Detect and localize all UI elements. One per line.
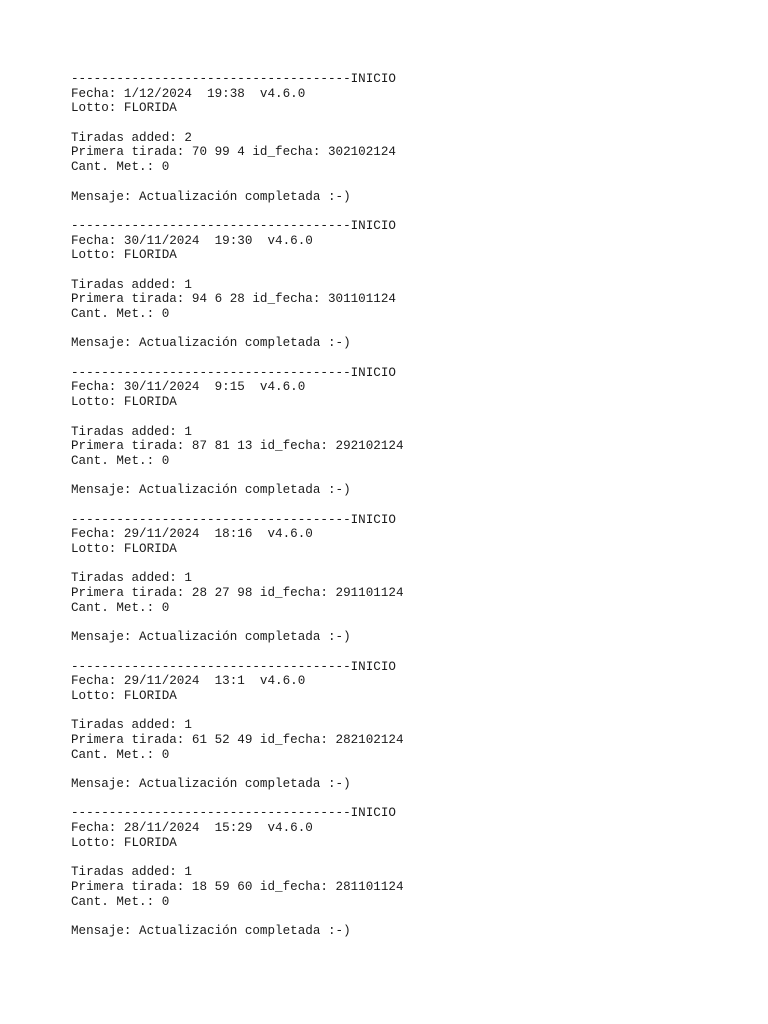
entry-primera-tirada: Primera tirada: 70 99 4 id_fecha: 302102124	[71, 145, 396, 160]
log-entry	[71, 219, 404, 366]
entry-primera-tirada: Primera tirada: 18 59 60 id_fecha: 281101124	[71, 879, 404, 894]
update-log	[71, 72, 404, 939]
blank-line	[71, 645, 404, 660]
entry-mensaje: Mensaje: Actualización completada :-)	[71, 336, 351, 351]
entry-lotto: Lotto: FLORIDA	[71, 395, 177, 410]
log-entry	[71, 72, 404, 219]
blank-line	[71, 263, 404, 278]
entry-lotto: Lotto: FLORIDA	[71, 688, 177, 703]
log-entry	[71, 513, 404, 660]
entry-tiradas: Tiradas added: 1	[71, 277, 192, 292]
blank-line	[71, 469, 404, 484]
blank-line	[71, 762, 404, 777]
entry-cant-met: Cant. Met.: 0	[71, 160, 170, 175]
log-entry	[71, 660, 404, 807]
entry-tiradas: Tiradas added: 1	[71, 571, 192, 586]
entry-fecha: Fecha: 29/11/2024 13:1 v4.6.0	[71, 674, 306, 689]
blank-line	[71, 498, 404, 513]
blank-line	[71, 850, 404, 865]
blank-line	[71, 615, 404, 630]
entry-header: -------------------------------------INICIO	[71, 218, 396, 233]
entry-header: -------------------------------------INICIO	[71, 72, 396, 86]
entry-tiradas: Tiradas added: 1	[71, 718, 192, 733]
entry-cant-met: Cant. Met.: 0	[71, 307, 170, 321]
entry-header: -------------------------------------INICIO	[71, 659, 396, 674]
entry-fecha: Fecha: 28/11/2024 15:29 v4.6.0	[71, 821, 313, 836]
entry-tiradas: Tiradas added: 1	[71, 865, 192, 880]
entry-cant-met: Cant. Met.: 0	[71, 747, 170, 762]
entry-fecha: Fecha: 30/11/2024 19:30 v4.6.0	[71, 233, 313, 248]
log-entry	[71, 366, 404, 513]
entry-lotto: Lotto: FLORIDA	[71, 835, 177, 850]
blank-line	[71, 557, 404, 572]
entry-cant-met: Cant. Met.: 0	[71, 453, 170, 468]
entry-mensaje: Mensaje: Actualización completada :-)	[71, 777, 351, 791]
entry-header: -------------------------------------INICIO	[71, 512, 396, 527]
entry-cant-met: Cant. Met.: 0	[71, 600, 170, 615]
entry-lotto: Lotto: FLORIDA	[71, 542, 177, 556]
entry-mensaje: Mensaje: Actualización completada :-)	[71, 923, 351, 938]
entry-primera-tirada: Primera tirada: 94 6 28 id_fecha: 301101124	[71, 292, 396, 307]
entry-primera-tirada: Primera tirada: 87 81 13 id_fecha: 292102124	[71, 439, 404, 454]
entry-tiradas: Tiradas added: 1	[71, 424, 192, 439]
entry-header: -------------------------------------INICIO	[71, 365, 396, 380]
entry-tiradas: Tiradas added: 2	[71, 130, 192, 145]
entry-fecha: Fecha: 29/11/2024 18:16 v4.6.0	[71, 527, 313, 542]
blank-line	[71, 204, 404, 219]
blank-line	[71, 792, 404, 807]
entry-lotto: Lotto: FLORIDA	[71, 248, 177, 263]
entry-cant-met: Cant. Met.: 0	[71, 894, 170, 909]
entry-primera-tirada: Primera tirada: 61 52 49 id_fecha: 282102124	[71, 732, 404, 747]
blank-line	[71, 322, 404, 337]
blank-line	[71, 116, 404, 131]
log-entry	[71, 806, 404, 938]
blank-line	[71, 351, 404, 366]
entry-header: -------------------------------------INICIO	[71, 806, 396, 821]
entry-primera-tirada: Primera tirada: 28 27 98 id_fecha: 291101124	[71, 586, 404, 601]
entry-mensaje: Mensaje: Actualización completada :-)	[71, 483, 351, 498]
blank-line	[71, 909, 404, 924]
blank-line	[71, 410, 404, 425]
entry-fecha: Fecha: 30/11/2024 9:15 v4.6.0	[71, 380, 306, 395]
blank-line	[71, 704, 404, 719]
entry-fecha: Fecha: 1/12/2024 19:38 v4.6.0	[71, 86, 306, 101]
blank-line	[71, 175, 404, 190]
entry-lotto: Lotto: FLORIDA	[71, 101, 177, 116]
entry-mensaje: Mensaje: Actualización completada :-)	[71, 630, 351, 645]
entry-mensaje: Mensaje: Actualización completada :-)	[71, 189, 351, 204]
